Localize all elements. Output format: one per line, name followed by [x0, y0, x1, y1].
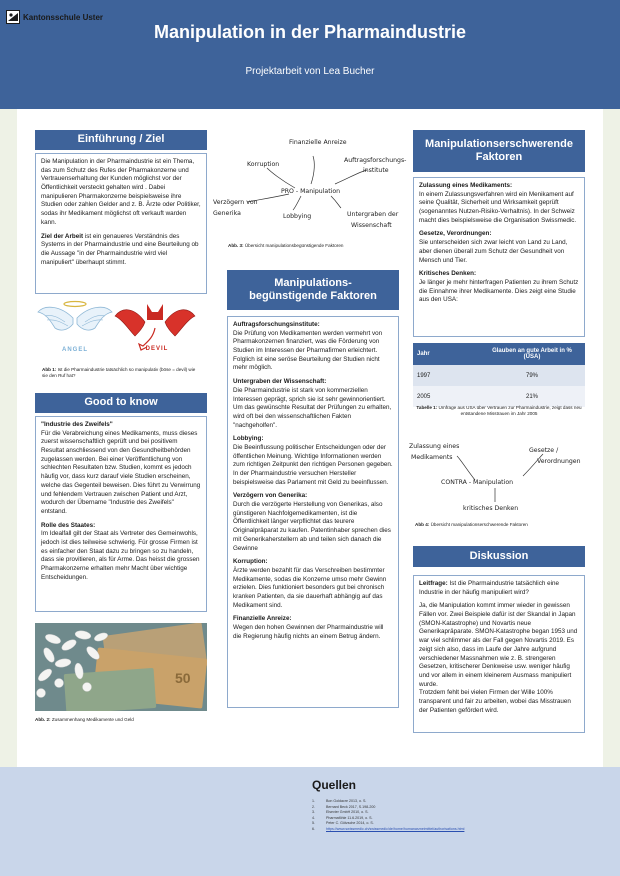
contra-box: [413, 177, 585, 337]
source-item: 1. Bon Goldacre 2013, o. S.: [312, 799, 367, 803]
discussion-text-1: Ja, die Manipulation kommt immer wieder in gewissen Fällen vor. Zwei Beispiele dafür ist der Skandal in Japan (SMON-Katastrophe) und Novartis neue Generikapräparate. SMON-Katastrophe began 1953 und war viel schlimmer als der Fall gegen Novartis 2019. Es zeigt sich also, dass im Laufe der Jahre aufgrund verschiedener Massnahmen wie z. B. strengeren Gesetzen, kritischerer Denkweise usw. weniger häufig und vor allem in einem kleinerem Ausmass manipuliert wurde.: [419, 602, 578, 688]
poster-subtitle: Projektarbeit von Lea Bucher: [245, 66, 375, 77]
table-header-trust: Glauben an gute Arbeit in % (USA): [479, 343, 585, 365]
pro-box: [227, 316, 399, 708]
header-band: [0, 0, 620, 109]
fig3-word-auftrag-1: Auftragsforschungs-: [344, 157, 407, 164]
fig3-word-wissenschaft-1: Untergraben der: [347, 211, 399, 218]
fig3-word-auftrag-2: institute: [363, 167, 389, 174]
fig3-caption: Abb. 3: Übersicht manipulationsbegünstigende Faktoren: [228, 243, 344, 248]
table-header-row: [413, 343, 585, 365]
discussion-heading: Diskussion: [413, 546, 585, 567]
fig3-word-wissenschaft-2: Wissenschaft: [351, 222, 392, 229]
fig1-caption: Abb 1: Ist die Pharmaindustrie tatsächlich so manipulativ (böse = devil) wie sie den Ruf hat?: [42, 367, 196, 378]
fig4-caption: Abb 4: Übersicht manipulationserschwerende Faktoren: [415, 522, 528, 527]
table-cell-year: 2005: [413, 386, 479, 407]
fig3-word-generika-2: Generika: [213, 210, 241, 217]
table-cell-value: 79%: [479, 365, 585, 386]
discussion-lead: Leitfrage: Ist die Pharmaindustrie tatsächlich eine Industrie in der häufig manipuliert wird?: [419, 580, 560, 596]
fig4-word-gesetze-2: Verordnungen: [537, 458, 581, 465]
intro-box: [35, 153, 207, 294]
pro-item-title: Auftragsforschungsinstitute:: [233, 321, 320, 328]
good-t1: Für die Verabreichung eines Medikaments, muss dieses zuerst wissenschaftlich geprüft und bei positivem Resultat anschliessend von den Gesundheitbehörden zugelassen werden. Bei einer Veröffentlichung von schlechten Resultaten bzw. Studien, kommt es jedoch häufig vor, dass kurz darauf viele Studien erscheinen, welche das Gegenteil beweisen. Dies führt zu Verwirrung und fehlendem Vertrauen zwischen Patient und Arzt, wodurch der Übername "Industrie des Zweifels" entstand.: [41, 429, 201, 515]
intro-goal-label: Ziel der Arbeit: [41, 232, 84, 240]
fig3-word-lobbying: Lobbying: [283, 213, 312, 220]
source-item: 3. Elsevier GmbH 2010, o. S.: [312, 810, 369, 815]
pro-item-title: Lobbying:: [233, 435, 264, 443]
table-row: [413, 386, 585, 407]
devil-label: DEVIL: [145, 346, 169, 352]
good-h2: Rolle des Staates:: [41, 521, 96, 529]
angel-label: ANGEL: [62, 347, 88, 353]
pro-item-text: Die Pharmaindustrie ist stark von kommerziellen Interessen geprägt, sprich sie ist sehr gewinnorientiert. Um das gewünschte Resultat der Prüfungen zu erhalten, wird oft bei den wissenschaftlichen Fakten "nachgeholfen".: [233, 386, 392, 429]
source-item: 2. Bernard Beck 2017, S.198-200: [312, 804, 376, 809]
contra-item-text: In einem Zulassungsverfahren wird ein Menikament auf seine Qualität, Sicherheit und Wirksamkeit geprüft (sogenanntes Nutzen-Risiko-Verhaltnis). In der Schweiz macht dies beispielsweise die Organisation Swissmedic.: [419, 190, 577, 224]
pro-item-text: Wegen den hohen Gewinnen der Pharmaindustrie will die Regierung häufig nichts an einem Betrug ändern.: [233, 624, 384, 640]
fig3-center: PRO - Manipulation: [281, 188, 341, 195]
pro-item-title: Verzögern von Generika:: [233, 492, 308, 500]
fig4-word-gesetze-1: Gesetze /: [529, 447, 559, 454]
discussion-box: [413, 575, 585, 733]
good-to-know-heading: Good to know: [35, 393, 207, 413]
source-link[interactable]: 6. https://www.swissmedic.ch/swissmedic/de/home/humanarzneimittel/authorisations.html: [312, 826, 465, 831]
table-caption: Tabelle 1: Umfrage aus USA über Vertrauen zur Pharmaindustrie, zeigt dass neu entstandene Misstrauen im Jahr 2005: [416, 405, 582, 416]
pro-item-text: Die Beeinflussung politischer Entscheidungen oder der öffentlichen Meinung. Wichtige Informationen werden zum richtigen Zeitpunkt den richtigen Personen gegeben. In der Pharmaindustrie versuchen Hersteller beispielsweise das Parlament mit Geld zu beeinflussen.: [233, 443, 393, 486]
contra-item-text: Je länger je mehr hinterfragen Patienten zu ihrem Schutz die Einnahme ihrer Medikamente. Dies zeigt eine Studie aus den USA:: [419, 278, 579, 304]
fig4-word-kritisch: kritisches Denken: [463, 505, 519, 512]
pro-manipulation-mindmap: [211, 132, 411, 240]
pro-item-text: Die Prüfung von Medikamenten werden vermehrt von Pharmakonzernen finanziert, was die Förderung von Studien im Interessen der Pharmafirmen erleichtert. Folglich ist eine seröse Beurteilung der Studien nicht mehr möglich.: [233, 329, 383, 372]
fig4-word-zulassung-2: Medikaments: [411, 454, 453, 461]
pro-item-text: Ärzte werden bezahlt für das Verschreiben bestimmter Medikamente, sodas die Konzerne umso mehr Gewinn erzielen. Dies funktioniert besonders gut bei chronisch kranken Patienten, da sie dauerhaft abhängig auf das Medikament sind.: [233, 566, 387, 609]
intro-goal-text: ist ein genaueres Verständnis des Systems in der Pharmaindustrie und eine Beurteilung ob die Aussage "in der Pharmaindustrie wird viel manipuliert" überhaupt stimmt.: [41, 232, 199, 266]
contra-item-title: Zulassung eines Medikaments:: [419, 182, 513, 189]
svg-text:50: 50: [175, 670, 191, 686]
intro-heading: Einführung / Ziel: [35, 130, 207, 150]
good-h1: "Industrie des Zweifels": [41, 421, 113, 428]
good-to-know-box: [35, 416, 207, 612]
contra-item-title: Kritisches Denken:: [419, 270, 477, 278]
table-header-year: Jahr: [413, 343, 479, 365]
pro-item-title: Untergraben der Wissenschaft:: [233, 378, 327, 386]
source-item: 5. Peter C. Götzsche 2014, o. S.: [312, 821, 374, 826]
survey-table: [413, 343, 585, 407]
contra-item-text: Sie unterscheiden sich zwar leicht von Land zu Land, aber dienen überall zum Schutz der Gesundheit von Mensch und Tier.: [419, 239, 568, 264]
angel-icon: [38, 302, 112, 354]
table-cell-value: 21%: [479, 386, 585, 407]
table-row: [413, 365, 585, 386]
fig4-center: CONTRA - Manipulation: [441, 479, 514, 486]
pro-item-title: Finanzielle Anreize:: [233, 615, 292, 623]
good-t2: Im Idealfall gilt der Staat als Vertreter des Gemeinwohls, jedoch ist dies teilweise schwierig. Für grosse Firmen ist es einfacher den Staat dazu zu bringen so zu handeln, dass sie provitieren, als für Arme. Das heisst die grossen Pharmakonzerne erhalten mehr Macht über wichtige Entscheidungen.: [41, 530, 200, 581]
footer-band: [0, 767, 620, 876]
sources-list: [312, 799, 464, 832]
pro-item-text: Durch die verzögerte Herstellung von Generikas, also günstigeren Nachfolgemedikamenten, ist die Öffentlichkeit länger verpflichtet das teurere Originalpräparat zu kaufen. Patentinhaber sprechen dies mit Generikaherstellern ab und teilen sich danach die Gewinne: [233, 501, 391, 552]
contra-manipulation-mindmap: [405, 430, 595, 520]
fig3-word-generika-1: Verzögern von: [213, 199, 258, 206]
contra-heading: Manipulationserschwerende Faktoren: [413, 130, 585, 172]
poster-title: Manipulation in der Pharmaindustrie: [153, 22, 467, 42]
pro-item-title: Korruption:: [233, 558, 268, 566]
money-pills-photo: [35, 623, 207, 711]
pro-heading: Manipulations-begünstigende Faktoren: [227, 270, 399, 310]
table-cell-year: 1997: [413, 365, 479, 386]
school-name: Kantonsschule Uster: [23, 12, 104, 22]
contra-item-title: Gesetze, Verordnungen:: [419, 230, 492, 238]
intro-text: Die Manipulation in der Pharmaindustrie ist ein Thema, das zum Schutz des Rufes der Pharmakonzerne und Vertrauenserhaltung der Kunden möglichst vor der Öffentlichkeit versteckt gehalten wird . Dabei manipulieren Pharmakonzerne beispielsweise ihre Studien oder zahlen Gelder and z. B. Ärzte oder Politiker, sodas ihr Medikament möglichst oft verkauft warden kann.: [41, 158, 201, 226]
angel-devil-illustration: [35, 298, 207, 364]
sources-heading: Quellen: [312, 778, 357, 792]
source-item: 4. Pharmaföhle 11.6.2019, o. S.: [312, 815, 373, 820]
fig3-word-korruption: Korruption: [247, 161, 280, 168]
fig4-word-zulassung-1: Zulassung eines: [409, 443, 460, 450]
intro-goal: [41, 233, 201, 268]
discussion-text-2: Trotzdem fehlt bei vielen Firmen der Wille 100% transparent und fair zu arbeiten, wobei das Misstrauen der Patienten gefördert wird.: [419, 689, 571, 714]
fig3-word-anreize-1: Finanzielle Anreize: [289, 139, 347, 146]
devil-icon: [115, 304, 195, 352]
fig2-caption: Abb. 2: Zusammenhang Medikamente und Geld: [35, 717, 134, 722]
